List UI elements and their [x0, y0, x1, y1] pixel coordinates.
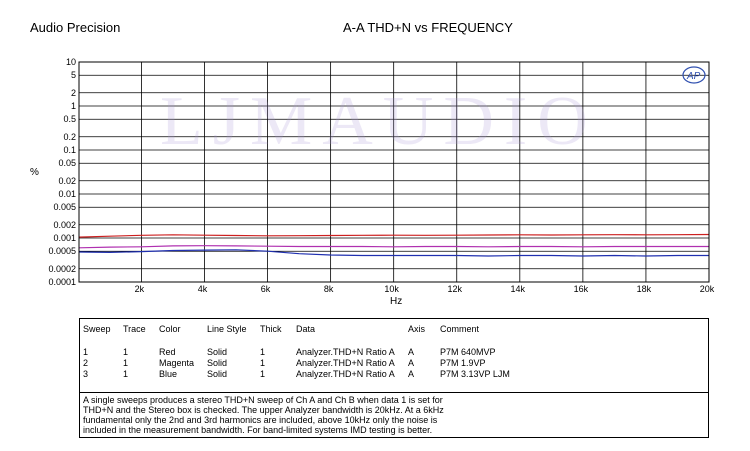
x-axis-label: Hz — [390, 296, 403, 307]
legend-header: Comment — [440, 324, 480, 334]
legend-cell: P7M 1.9VP — [440, 358, 486, 368]
x-tick-label: 20k — [699, 284, 715, 294]
y-tick-label: 0.2 — [63, 131, 76, 142]
legend-header-row — [80, 324, 708, 335]
y-tick-label: 0.5 — [63, 114, 76, 125]
legend-cell: A — [408, 347, 415, 357]
x-tick-label: 14k — [510, 284, 526, 294]
legend-header: Data — [296, 324, 316, 334]
legend-header: Axis — [408, 324, 426, 334]
legend-cell: Blue — [159, 369, 178, 379]
legend-cell: 1 — [260, 358, 266, 368]
legend-cell: 1 — [123, 369, 129, 379]
y-tick-label: 0.02 — [58, 175, 76, 186]
brand-label: Audio Precision — [30, 20, 121, 35]
legend-header: Color — [159, 324, 181, 334]
y-tick-label: 0.0005 — [48, 246, 76, 257]
note-line: THD+N and the Stereo box is checked. The upper Analyzer bandwidth is 20kHz. At a 6kHz — [83, 405, 444, 415]
x-tick-label: 12k — [447, 284, 463, 294]
chart-grid — [79, 62, 709, 282]
legend-cell: 2 — [83, 358, 89, 368]
legend-cell: 1 — [83, 347, 89, 357]
legend-cell: 1 — [123, 358, 129, 368]
legend-cell: Analyzer.THD+N Ratio A — [296, 347, 395, 357]
y-tick-label: 10 — [65, 57, 76, 67]
x-tick-label: 6k — [260, 284, 271, 294]
chart-title: A-A THD+N vs FREQUENCY — [343, 20, 513, 35]
x-tick-label: 2k — [134, 284, 145, 294]
watermark-text: LJMAUDIO — [160, 83, 598, 160]
y-tick-label: 0.1 — [63, 145, 76, 155]
legend-row — [80, 347, 708, 358]
y-tick-label: 0.0001 — [48, 277, 76, 287]
y-tick-label: 0.01 — [58, 189, 76, 199]
x-tick-label: 18k — [636, 284, 652, 294]
legend-header: Sweep — [83, 324, 111, 334]
note-line: fundamental only the 2nd and 3rd harmonics are included, above 10kHz only the noise is — [83, 415, 438, 425]
legend-cell: Analyzer.THD+N Ratio A — [296, 358, 395, 368]
legend-header: Thick — [260, 324, 282, 334]
x-tick-label: 10k — [384, 284, 399, 294]
legend-cell: A — [408, 369, 415, 379]
legend-table — [79, 318, 709, 438]
legend-divider — [80, 392, 708, 393]
legend-cell: 3 — [83, 369, 89, 379]
note-line: A single sweeps produces a stereo THD+N sweep of Ch A and Ch B when data 1 is set for — [83, 395, 443, 405]
legend-cell: Analyzer.THD+N Ratio A — [296, 369, 395, 379]
note-line: included in the measurement bandwidth. For band-limited systems IMD testing is better. — [83, 425, 433, 435]
legend-cell: Solid — [207, 347, 228, 357]
legend-cell: Red — [159, 347, 176, 357]
x-tick-label: 16k — [573, 284, 589, 294]
y-tick-label: 0.05 — [58, 158, 76, 169]
legend-header: Trace — [123, 324, 146, 334]
y-axis-label: % — [30, 167, 39, 178]
legend-note — [83, 395, 683, 435]
legend-cell: Magenta — [159, 358, 195, 368]
x-tick-label: 4k — [197, 284, 208, 294]
y-tick-label: 0.001 — [53, 233, 76, 243]
y-tick-label: 0.0002 — [48, 263, 76, 274]
legend-cell: 1 — [260, 369, 266, 379]
legend-cell: Solid — [207, 358, 228, 368]
legend-cell: A — [408, 358, 415, 368]
legend-cell: Solid — [207, 369, 228, 379]
y-tick-label: 1 — [70, 101, 76, 111]
y-tick-label: 0.002 — [53, 219, 76, 230]
legend-row — [80, 358, 708, 369]
y-tick-label: 0.005 — [53, 202, 76, 213]
legend-cell: P7M 640MVP — [440, 347, 496, 357]
svg-text:AP: AP — [687, 71, 701, 82]
legend-header: Line Style — [207, 324, 247, 334]
legend-cell: P7M 3.13VP LJM — [440, 369, 510, 379]
y-tick-label: 2 — [70, 87, 76, 98]
legend-cell: 1 — [260, 347, 266, 357]
legend-row — [80, 369, 708, 380]
legend-cell: 1 — [123, 347, 129, 357]
y-tick-label: 5 — [70, 70, 76, 81]
x-tick-label: 8k — [323, 284, 334, 294]
